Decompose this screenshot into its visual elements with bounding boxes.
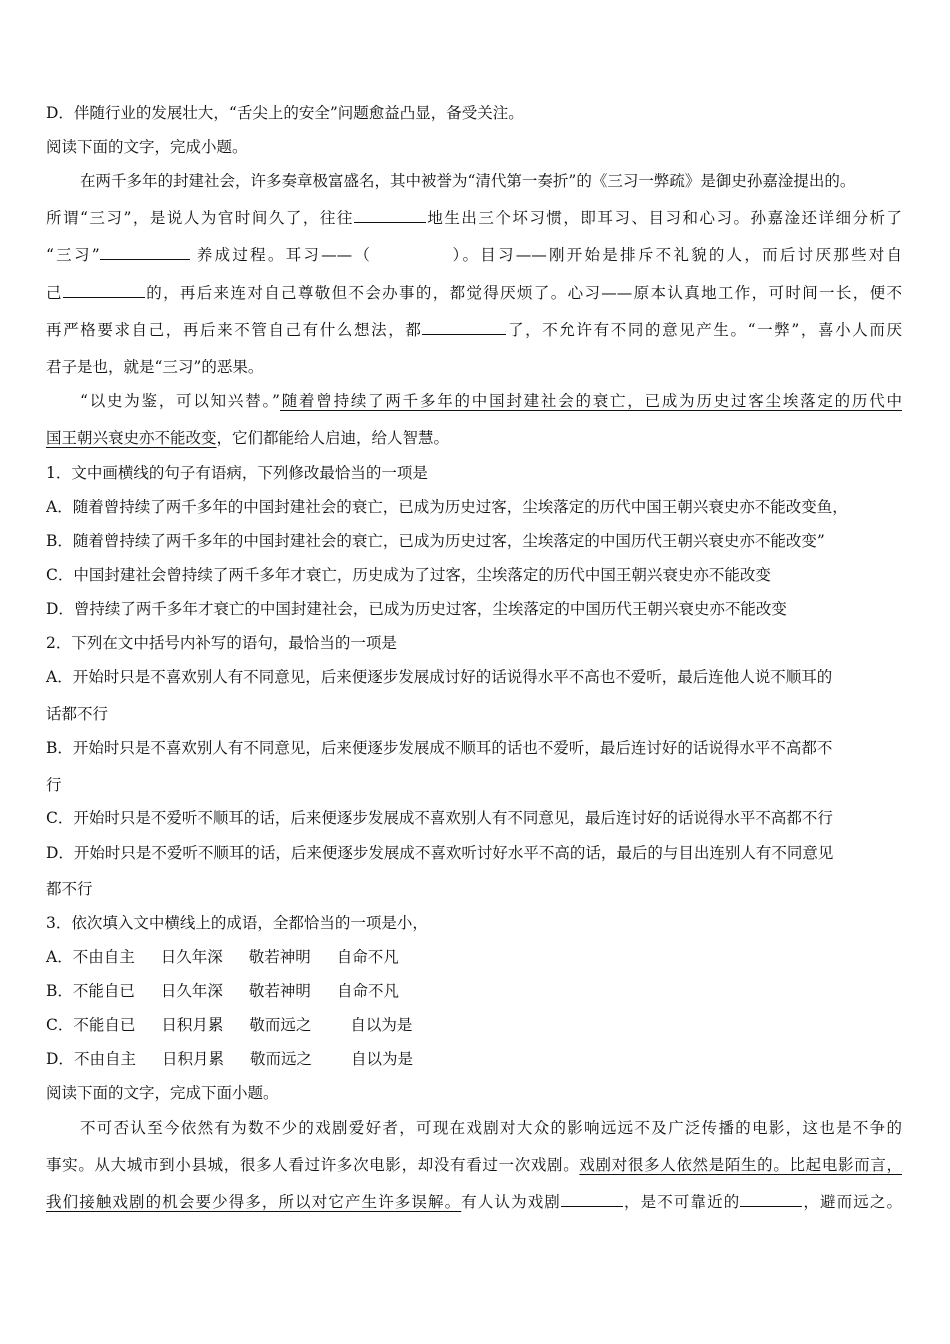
passage1-line2: 所谓“三习”，是说人为官时间久了，往往 地生出三个坏习惯，即耳习、目习和心习。孙嘉淦还详细分析了 [46, 209, 902, 227]
underlined-sentence-part2: 国王朝兴衰史亦不能改变 [46, 429, 217, 447]
q1-stem: 1．文中画横线的句子有语病，下列修改最恰当的一项是 [46, 464, 428, 482]
passage3-line1: 不可否认至今依然有为数不少的戏剧爱好者，可现在戏剧对大众的影响远远不及广泛传播的电影，这也是不争的 [80, 1119, 902, 1137]
underlined-sentence-part1: 随着曾持续了两千多年的中国封建社会的衰亡，已成为历史过客尘埃落定的历代中 [279, 392, 902, 410]
underlined-sentence-3a: 戏剧对很多人依然是陌生的。比起电影而言， [579, 1156, 902, 1174]
q2-option-a-line2: 话都不行 [46, 705, 109, 723]
passage1-line3: “三习” 养成过程。耳习——（ ）。目习——刚开始是排斥不礼貌的人，而后讨厌那些对自 [46, 246, 902, 264]
q2-option-b-line2: 行 [46, 776, 62, 794]
prev-option-d: D．伴随行业的发展壮大，“舌尖上的安全”问题愈益凸显，备受关注。 [46, 104, 524, 122]
q2-option-d-line2: 都不行 [46, 880, 93, 898]
passage3-line2: 事实。从大城市到小县城，很多人看过许多次电影，却没有看过一次戏剧。戏剧对很多人依然是陌生的。比起电影而言， [46, 1156, 902, 1174]
passage1-line1: 在两千多年的封建社会，许多奏章极富盛名，其中被誉为“清代第一奏折”的《三习一弊疏》是御史孙嘉淦提出的。 [80, 172, 856, 190]
q1-option-a: A．随着曾持续了两千多年的中国封建社会的衰亡，已成为历史过客，尘埃落定的历代中国王朝兴衰史亦不能改变鱼， [46, 498, 848, 516]
fill-blank-6 [740, 1192, 802, 1207]
passage2-line2: 国王朝兴衰史亦不能改变，它们都能给人启迪，给人智慧。 [46, 429, 450, 447]
q3-option-a: A．不由自主 日久年深 敬若神明 自命不凡 [46, 948, 399, 966]
q3-stem: 3．依次填入文中横线上的成语，全都恰当的一项是小， [46, 914, 428, 932]
fill-blank-3 [63, 283, 145, 298]
q2-stem: 2．下列在文中括号内补写的语句，最恰当的一项是 [46, 634, 397, 652]
q2-option-a-line1: A．开始时只是不喜欢别人有不同意见，后来便逐步发展成讨好的话说得水平不高也不爱听，最后连他人说不顺耳的 [46, 668, 833, 686]
q3-option-c: C．不能自已 日积月累 敬而远之 自以为是 [46, 1016, 413, 1034]
q1-option-d: D．曾持续了两千多年才衰亡的中国封建社会，已成为历史过客，尘埃落定的中国历代王朝兴衰史亦不能改变 [46, 600, 787, 618]
q2-option-b-line1: B．开始时只是不喜欢别人有不同意见，后来便逐步发展成不顺耳的话也不爱听，最后连讨好的话说得水平不高都不 [46, 739, 833, 757]
q2-option-c: C．开始时只是不爱听不顺耳的话，后来便逐步发展成不喜欢别人有不同意见，最后连讨好的话说得水平不高都不行 [46, 809, 833, 827]
fill-blank-5 [561, 1192, 623, 1207]
q1-option-b: B．随着曾持续了两千多年的中国封建社会的衰亡，已成为历史过客，尘埃落定的中国历代王朝兴衰史亦不能改变” [46, 532, 825, 550]
passage1-line6: 君子是也，就是“三习”的恶果。 [46, 358, 264, 376]
underlined-sentence-3b: 我们接触戏剧的机会要少得多，所以对它产生许多误解。 [46, 1193, 462, 1211]
fill-blank-1 [354, 208, 426, 223]
fill-blank-2 [100, 245, 190, 260]
section1-intro: 阅读下面的文字，完成小题。 [46, 138, 248, 156]
q2-option-d-line1: D．开始时只是不爱听不顺耳的话，后来便逐步发展成不喜欢听讨好水平不高的话，最后的与目出连别人有不同意见 [46, 844, 834, 862]
q3-option-b: B．不能自已 日久年深 敬若神明 自命不凡 [46, 982, 399, 1000]
q1-option-c: C．中国封建社会曾持续了两千多年才衰亡，历史成为了过客，尘埃落定的历代中国王朝兴衰史亦不能改变 [46, 566, 771, 584]
passage1-line4: 己 的，再后来连对自己尊敬但不会办事的，都觉得厌烦了。心习——原本认真地工作，可时间一长，便不 [46, 284, 902, 302]
passage3-line3: 我们接触戏剧的机会要少得多，所以对它产生许多误解。有人认为戏剧 ，是不可靠近的 ，避而远之。 [46, 1193, 902, 1211]
q3-option-d: D．不由自主 日积月累 敬而远之 自以为是 [46, 1050, 413, 1068]
passage1-line5: 再严格要求自己，再后来不管自己有什么想法，都 了，不允许有不同的意见产生。“一弊”，喜小人而厌 [46, 321, 902, 339]
passage2-line1: “以史为鉴，可以知兴替。”随着曾持续了两千多年的中国封建社会的衰亡，已成为历史过客尘埃落定的历代中 [80, 392, 902, 410]
section2-intro: 阅读下面的文字，完成下面小题。 [46, 1084, 279, 1102]
fill-blank-4 [422, 320, 506, 335]
